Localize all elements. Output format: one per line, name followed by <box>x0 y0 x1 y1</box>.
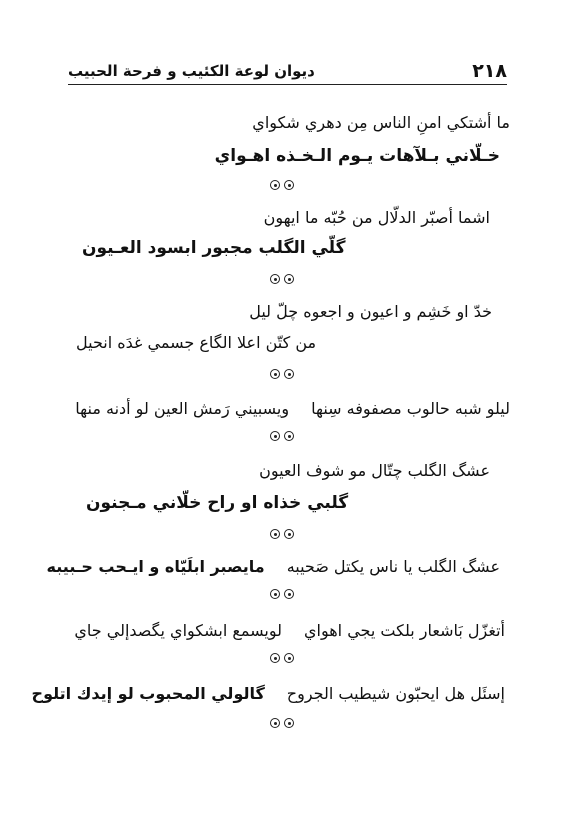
running-title: ديوان لوعة الكئيب و فرحة الحبيب <box>68 62 315 80</box>
ornament-divider <box>270 431 294 443</box>
flower-ornament-icon <box>284 529 294 539</box>
flower-ornament-icon <box>270 718 280 728</box>
flower-ornament-icon <box>284 589 294 599</box>
verse-hemistich: إسئَل هل ايحبّون شيطيب الجروح <box>286 684 505 703</box>
flower-ornament-icon <box>270 431 280 441</box>
ornament-divider <box>270 369 294 381</box>
verse-line: خدّ او خَشِم و اعيون و اجعوه چلّ ليل <box>249 302 492 321</box>
flower-ornament-icon <box>270 653 280 663</box>
verse-line: اشما أصبّر الدلّال من حُبّه ما ايهون <box>263 208 490 227</box>
verse-hemistich: ويسبيني رَمش العين لو أدنه منها <box>75 399 290 418</box>
verse-line: من كتّن اعلا الگاع جسمي غدَه انحيل <box>76 333 317 352</box>
verse-hemistich: لويسمع ابشكواي يگصدإلي جاي <box>74 621 282 640</box>
flower-ornament-icon <box>284 180 294 190</box>
ornament-divider <box>270 274 294 286</box>
flower-ornament-icon <box>284 718 294 728</box>
verse-hemistich: عشگ الگلب يا ناس يكتل صَحيبه <box>286 557 500 576</box>
ornament-divider <box>270 718 294 730</box>
page-number: ٢١٨ <box>472 60 507 82</box>
verse-line: خـلّاني بـلآهات يـوم الـخـذه اهـواي <box>214 146 500 166</box>
ornament-divider <box>270 589 294 601</box>
verse-line: گلبي خذاه او راح خلّاني مـجنون <box>86 493 349 513</box>
verse-couplet <box>47 556 500 578</box>
ornament-divider <box>270 653 294 665</box>
ornament-divider <box>270 529 294 541</box>
ornament-divider <box>270 180 294 192</box>
page-header <box>68 58 507 85</box>
flower-ornament-icon <box>270 369 280 379</box>
verse-hemistich: أتغزّل بَاشعار بلكت يجي اهواي <box>304 621 505 640</box>
flower-ornament-icon <box>270 529 280 539</box>
flower-ornament-icon <box>284 274 294 284</box>
verse-couplet <box>75 398 510 420</box>
flower-ornament-icon <box>270 274 280 284</box>
flower-ornament-icon <box>270 180 280 190</box>
verse-hemistich: گالولي المحبوب لو إيدك اتلوح <box>31 684 265 703</box>
verse-line: گلّي الگلب مجبور ابسود العـيون <box>82 238 346 258</box>
verse-line: ما أشتكي امنِ الناس مِن دهري شكواي <box>252 113 510 132</box>
flower-ornament-icon <box>284 369 294 379</box>
verse-couplet <box>32 683 505 705</box>
verse-couplet <box>74 620 505 642</box>
verse-hemistich: ليلو شبه حالوب مصفوفه سِنها <box>311 399 510 418</box>
flower-ornament-icon <box>284 431 294 441</box>
flower-ornament-icon <box>284 653 294 663</box>
verse-hemistich: مايصبر ابلَيّاه و ايـحب حـبيبه <box>46 557 265 576</box>
verse-line: عشگ الگلب چتّال مو شوف العيون <box>259 461 490 480</box>
flower-ornament-icon <box>270 589 280 599</box>
